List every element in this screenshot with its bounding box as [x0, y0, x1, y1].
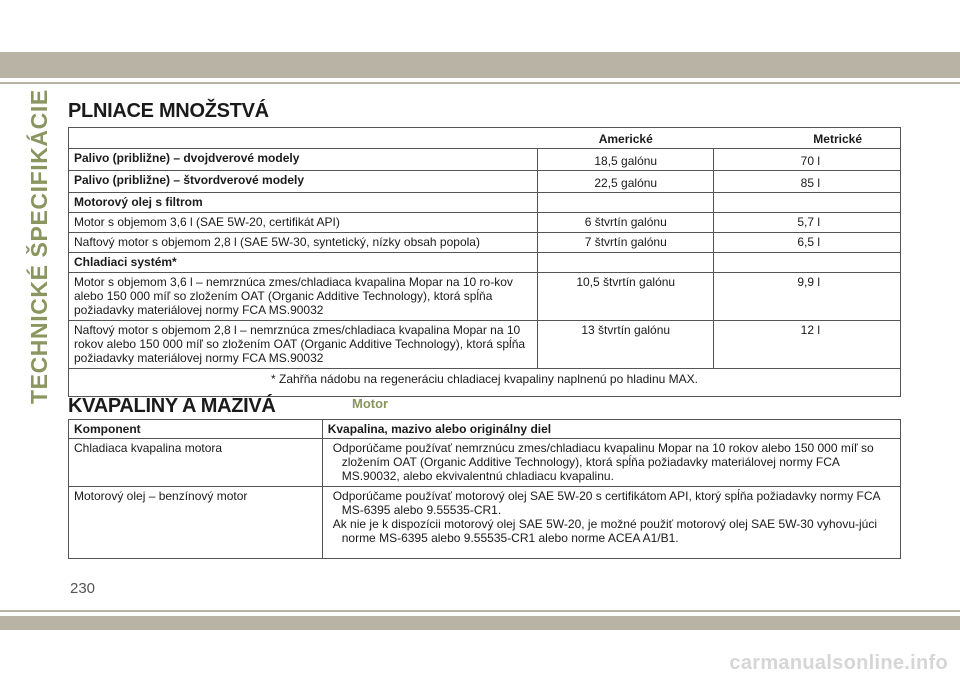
fill-capacities-table	[68, 127, 901, 397]
row-american: 10,5 štvrtín galónu	[538, 273, 714, 321]
header-component: Komponent	[69, 420, 323, 439]
table-footnote: * Zahřňa nádobu na regeneráciu chladiacej kvapaliny naplnenú po hladinu MAX.	[69, 369, 901, 397]
table-row	[69, 273, 901, 321]
row-name: Palivo (približne) – dvojdverové modely	[69, 149, 538, 171]
section-title-fill-capacities: PLNIACE MNOŽSTVÁ	[68, 100, 269, 122]
header-american: Americké	[538, 128, 714, 149]
row-american: 6 štvrtín galónu	[538, 213, 714, 233]
row-name: Motor s objemom 3,6 l (SAE 5W-20, certifikát API)	[69, 213, 538, 233]
row-name: Naftový motor s objemom 2,8 l (SAE 5W-30, syntetický, nízky obsah popola)	[69, 233, 538, 253]
row-metric: 9,9 l	[714, 273, 901, 321]
header-rule	[0, 82, 960, 84]
row-name: Motorový olej s filtrom	[69, 193, 538, 213]
fluid-paragraph: Odporúčame používať motorový olej SAE 5W-20 s certifikátom API, ktorý spĺňa požiadavky normy FCA MS-6395 alebo 9.55535-CR1.	[332, 489, 880, 517]
header-fluid: Kvapalina, mazivo alebo originálny diel	[322, 420, 900, 439]
footer-rule	[0, 610, 960, 612]
fluids-lubricants-table	[68, 419, 901, 559]
subsection-title-motor: Motor	[352, 396, 389, 411]
row-name: Motor s objemom 3,6 l – nemrznúca zmes/chladiaca kvapalina Mopar na 10 ro-kov alebo 150 000 míľ so zložením OAT (Organic Additive Technology), ktorá spĺňa požiadavky materiálovej normy FCA MS.90032	[69, 273, 538, 321]
row-metric: 12 l	[714, 321, 901, 369]
table-header-row	[69, 420, 901, 439]
row-metric: 6,5 l	[714, 233, 901, 253]
row-name: Naftový motor s objemom 2,8 l – nemrznúca zmes/chladiaca kvapalina Mopar na 10 rokov alebo 150 000 míľ so zložením OAT (Organic Additive Technology), ktorá spĺňa požiadavky materiálovej normy FCA MS.90032	[69, 321, 538, 369]
side-section-title: TECHNICKÉ ŠPECIFIKÁCIE	[26, 89, 52, 404]
row-component: Motorový olej – benzínový motor	[69, 487, 323, 559]
row-metric: 5,7 l	[714, 213, 901, 233]
table-row	[69, 233, 901, 253]
row-metric: 85 l	[714, 171, 901, 193]
footer-band	[0, 616, 960, 630]
table-row	[69, 213, 901, 233]
table-row	[69, 321, 901, 369]
table-footnote-row	[69, 369, 901, 397]
row-metric	[714, 253, 901, 273]
table-row	[69, 439, 901, 487]
watermark: carmanualsonline.info	[729, 652, 948, 674]
table-row	[69, 171, 901, 193]
row-american: 18,5 galónu	[538, 149, 714, 171]
table-row	[69, 193, 901, 213]
section-title-fluids-lubricants: KVAPALINY A MAZIVÁ	[68, 395, 276, 417]
row-metric	[714, 193, 901, 213]
header-empty	[69, 128, 538, 149]
row-american: 22,5 galónu	[538, 171, 714, 193]
table-row	[69, 487, 901, 559]
fluid-paragraph: Odporúčame používať nemrznúcu zmes/chladiacu kvapalinu Mopar na 10 rokov alebo 150 000 míľ so zložením OAT (Organic Additive Technology), ktorá spĺňa požiadavky materiálovej normy FCA MS.90032, alebo ekvivalentnú chladiacu kvapalinu.	[332, 441, 874, 483]
row-fluid	[322, 487, 900, 559]
header-metric: Metrické	[714, 128, 901, 149]
row-fluid	[322, 439, 900, 487]
table-row	[69, 253, 901, 273]
table-row	[69, 149, 901, 171]
row-american	[538, 193, 714, 213]
row-component: Chladiaca kvapalina motora	[69, 439, 323, 487]
row-metric: 70 l	[714, 149, 901, 171]
table-header-row	[69, 128, 901, 149]
row-name: Palivo (približne) – štvordverové modely	[69, 171, 538, 193]
row-american: 7 štvrtín galónu	[538, 233, 714, 253]
fluid-paragraph: Ak nie je k dispozícii motorový olej SAE 5W-20, je možné použiť motorový olej SAE 5W-30 vyhovu-júci norme MS-6395 alebo 9.55535-CR1 alebo norme ACEA A1/B1.	[332, 517, 878, 545]
row-american: 13 štvrtín galónu	[538, 321, 714, 369]
header-band	[0, 52, 960, 78]
page-number: 230	[70, 580, 96, 597]
row-american	[538, 253, 714, 273]
row-name: Chladiaci systém*	[69, 253, 538, 273]
